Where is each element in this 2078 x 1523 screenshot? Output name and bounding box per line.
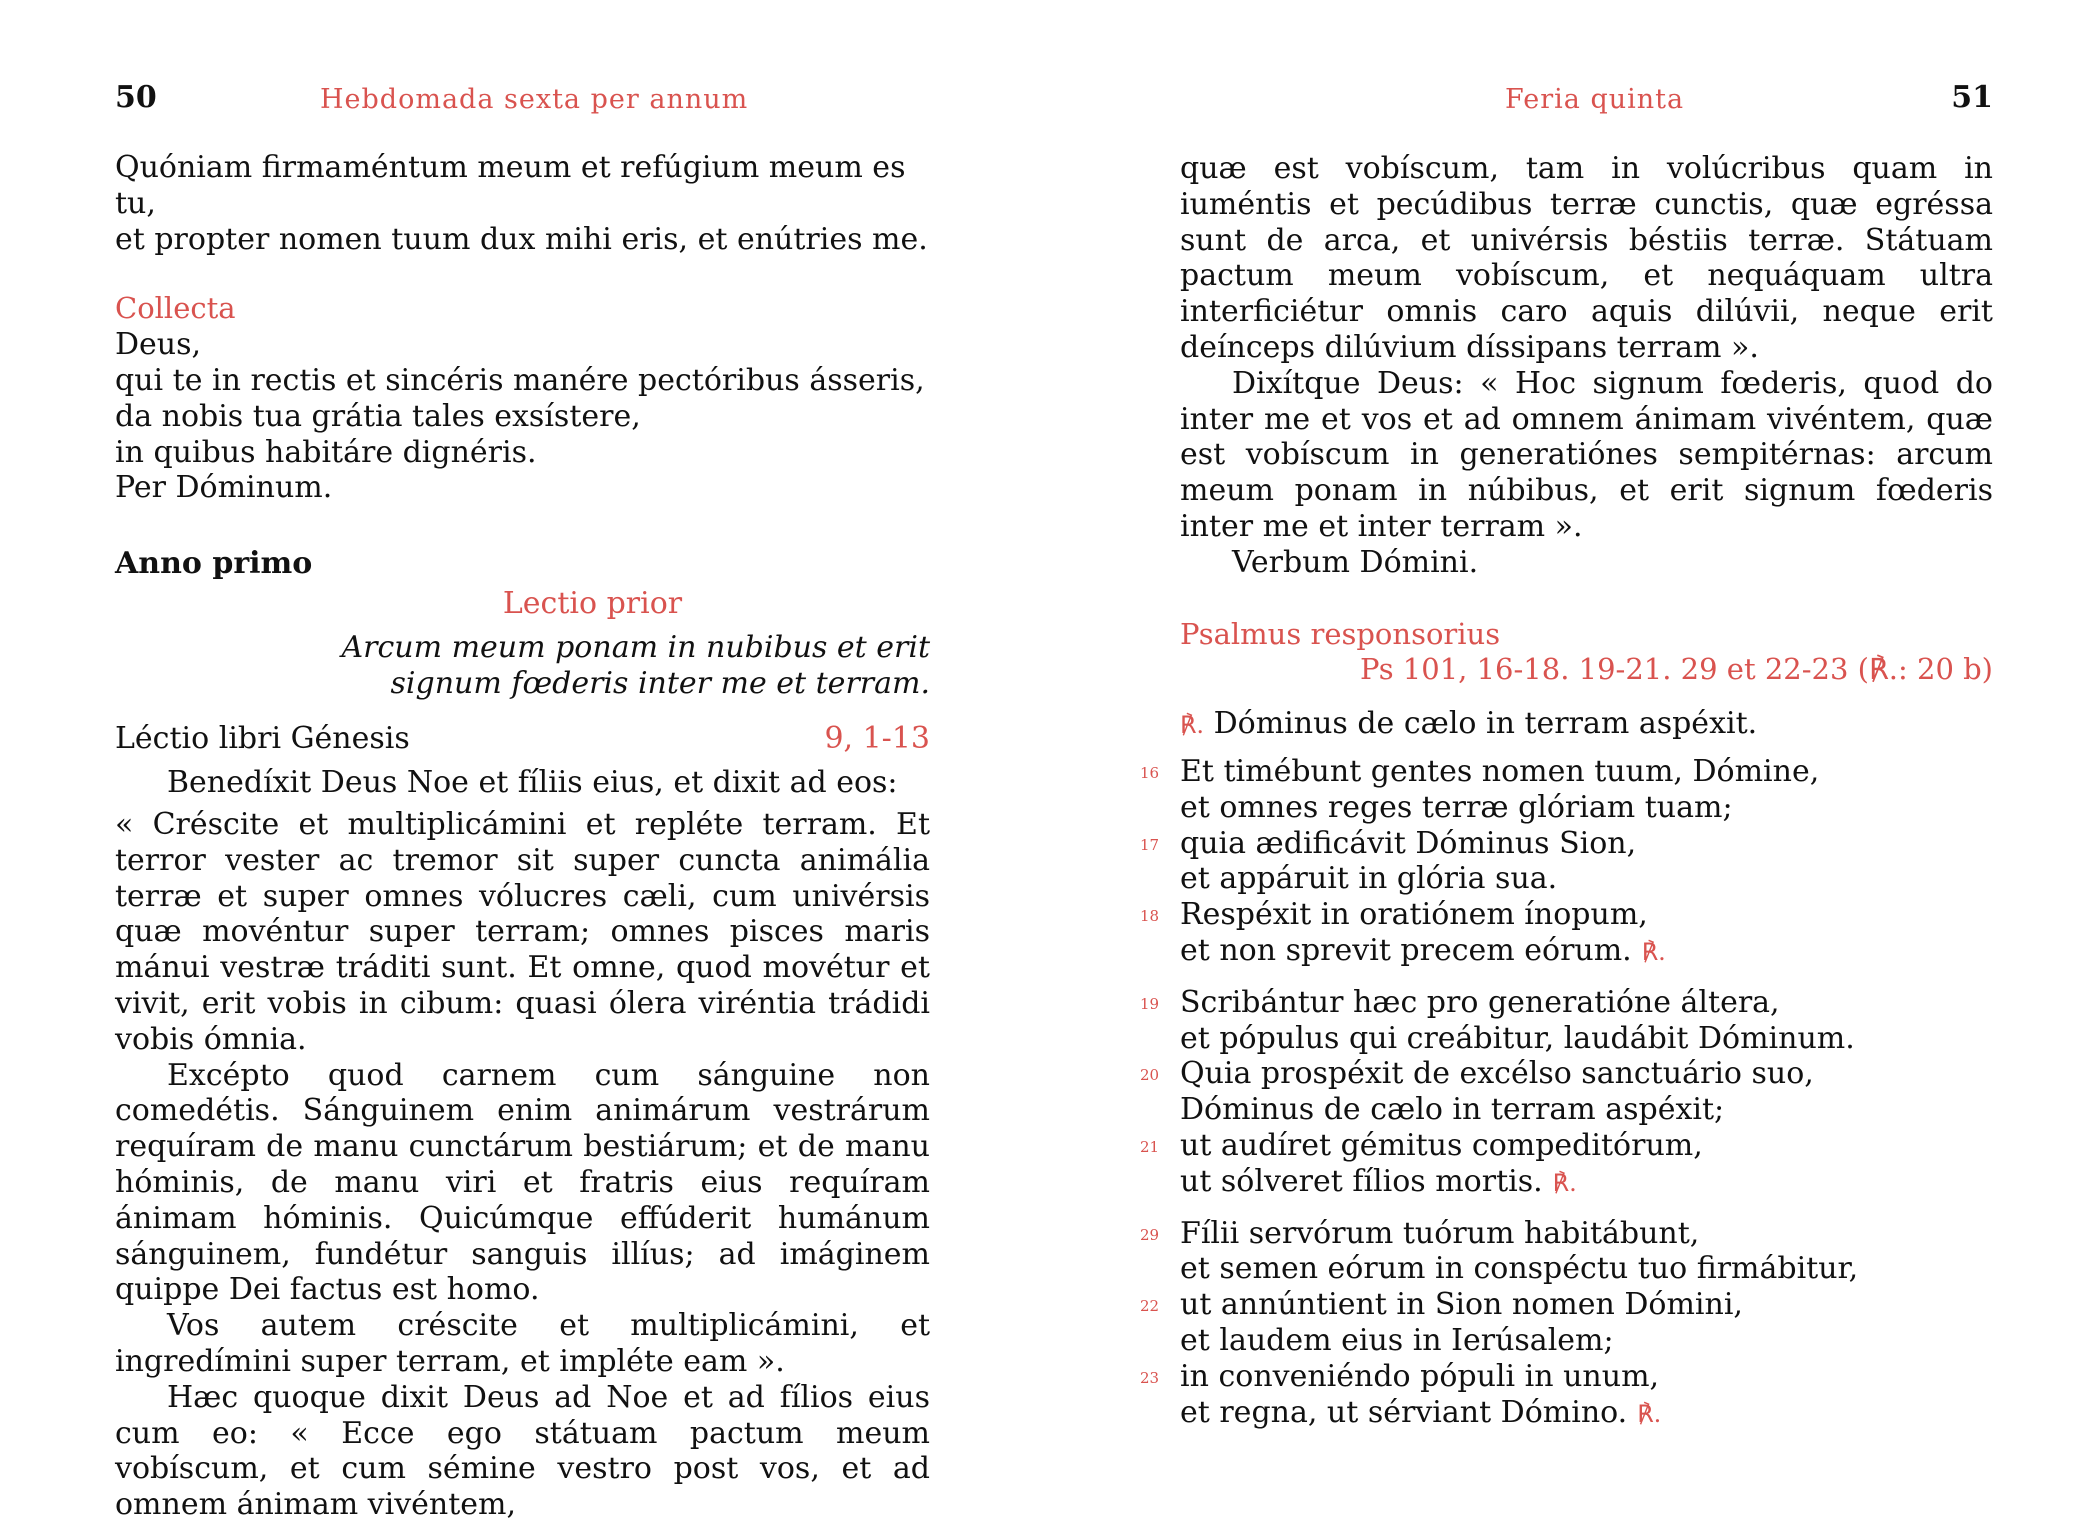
year-heading: Anno primo xyxy=(115,546,313,582)
left-running-head xyxy=(115,0,930,115)
psalm-line xyxy=(1140,753,1993,790)
psalm-line xyxy=(1180,1395,1993,1433)
reading-summary: Arcum meum ponam in nubibus et erit xyxy=(341,629,930,665)
reading-paragraph: Excépto quod carnem cum sánguine non comedétis. Sánguinem enim animárum vestrárum requíram de manu cunctárum bestiárum; et de manu hóminis, de manu viri et fratris eius requíram ánimam hóminis. Quicúmque effúderit humánum sánguinem, fundétur sanguis illíus; ad imáginem quippe Dei factus est homo. xyxy=(115,1057,930,1308)
psalm-line xyxy=(1140,1358,1993,1395)
psalm-line xyxy=(1140,1056,1993,1092)
psalm-line-text: Respéxit in oratiónem ínopum, xyxy=(1180,897,1648,933)
verse-number: 21 xyxy=(1140,1137,1160,1156)
psalm-line xyxy=(1180,861,1993,897)
running-title: Hebdomada sexta per annum xyxy=(320,84,749,115)
psalm-line-text: Et timébunt gentes nomen tuum, Dómine, xyxy=(1180,753,1820,789)
right-page xyxy=(1140,0,1993,1500)
verse-number: 20 xyxy=(1140,1066,1160,1085)
psalm-line-text: Dóminus de cælo in terram aspéxit; xyxy=(1180,1092,1725,1128)
reading-paragraph: quæ est vobíscum, tam in volúcribus quam in iuméntis et pecúdibus terræ cunctis, quæ egréssa sunt de arca, et univérsis béstiis terræ. Státuam pactum meum vobíscum, et nequáquam ultra interficiétur omnis caro aquis dilúvii, neque erit deínceps dilúvium díssipans terram ». xyxy=(1180,151,1993,365)
left-body xyxy=(115,150,930,1523)
psalm-line-text: et appáruit in glória sua. xyxy=(1180,861,1558,897)
reading-title-row xyxy=(115,721,930,757)
reading-paragraph: Benedíxit Deus Noe et fíliis eius, et dixit ad eos: xyxy=(167,765,898,801)
response-symbol: ℟. xyxy=(1552,1168,1577,1197)
psalm-line-text: Quia prospéxit de excélso sanctuário suo, xyxy=(1180,1056,1814,1092)
psalm-line-text: Scribántur hæc pro generatióne áltera, xyxy=(1180,984,1780,1020)
reading-paragraph: Vos autem créscite et multiplicámini, et ingredímini super terram, et impléte eam ». xyxy=(115,1308,930,1379)
psalm-line xyxy=(1180,933,1993,971)
psalm-stanzas xyxy=(1140,753,1993,1432)
reading-conclusion: Verbum Dómini. xyxy=(1232,544,1479,580)
response-symbol: ℟. xyxy=(1637,1399,1662,1428)
verse-number: 19 xyxy=(1140,994,1160,1013)
psalm-stanza xyxy=(1140,984,1993,1202)
psalm-line xyxy=(1140,1215,1993,1252)
response-line xyxy=(1180,706,1993,744)
collecta-line: da nobis tua grátia tales exsístere, xyxy=(115,398,641,434)
response-text: Dóminus de cælo in terram aspéxit. xyxy=(1213,706,1758,742)
collecta-line: Per Dóminum. xyxy=(115,470,333,506)
reading-paragraph: « Créscite et multiplicámini et repléte terram. Et terror vester ac tremor sit super cuncta animália terræ et super omnes vólucres cæli, cum univérsis quæ movéntur super terram; omnes pisces maris mánui vestræ tráditi sunt. Et omne, quod movétur et vivit, erit vobis in cibum: quasi ólera viréntia trádidi vobis ómnia. xyxy=(115,806,930,1057)
psalm-line xyxy=(1180,1323,1993,1359)
psalm-line xyxy=(1140,897,1993,933)
psalm-line-text: et non sprevit precem eórum. xyxy=(1180,932,1632,968)
right-body xyxy=(1140,151,1993,1432)
page-number: 50 xyxy=(115,80,157,115)
psalm-line-text: in conveniéndo pópuli in unum, xyxy=(1180,1358,1660,1394)
psalm-line xyxy=(1180,1164,1993,1202)
verse-number: 29 xyxy=(1140,1225,1160,1244)
psalm-line-text: ut audíret gémitus compeditórum, xyxy=(1180,1127,1703,1163)
response-symbol: ℟. xyxy=(1180,711,1205,740)
psalm-line-text: ut sólveret fílios mortis. xyxy=(1180,1163,1543,1199)
verse-number: 16 xyxy=(1140,763,1160,782)
running-title: Feria quinta xyxy=(1505,84,1685,115)
psalm-reference: Ps 101, 16-18. 19-21. 29 et 22-23 (℟.: 20 b) xyxy=(1359,652,1993,687)
psalm-stanza xyxy=(1140,1215,1993,1433)
verse-number: 23 xyxy=(1140,1368,1160,1387)
lectio-heading: Lectio prior xyxy=(502,585,683,621)
psalm-line xyxy=(1180,1021,1993,1057)
psalm-line xyxy=(1140,825,1993,862)
reading-paragraph: Hæc quoque dixit Deus ad Noe et ad fílios eius cum eo: « Ecce ego státuam pactum meum vobíscum, et cum sémine vestro post vos, et ad omnem ánimam vivéntem, xyxy=(115,1379,930,1523)
psalm-line xyxy=(1140,984,1993,1021)
collecta-line: in quibus habitáre dignéris. xyxy=(115,434,537,470)
psalm-line xyxy=(1140,1127,1993,1164)
collecta-line: qui te in rectis et sincéris manére pectóribus ásseris, xyxy=(115,362,925,398)
psalm-line xyxy=(1180,790,1993,826)
psalm-line-text: ut annúntient in Sion nomen Dómini, xyxy=(1180,1287,1743,1323)
verse-number: 17 xyxy=(1140,835,1160,854)
collecta-line: Deus, xyxy=(115,327,202,363)
psalm-line xyxy=(1180,1251,1993,1287)
psalm-line-text: et regna, ut sérviant Dómino. xyxy=(1180,1394,1628,1430)
psalm-line-text: Fílii servórum tuórum habitábunt, xyxy=(1180,1215,1700,1251)
psalm-heading: Psalmus responsorius xyxy=(1180,616,1501,651)
antiphon-line: Quóniam firmaméntum meum et refúgium meum es tu, xyxy=(115,150,906,221)
psalm-line-text: et omnes reges terræ glóriam tuam; xyxy=(1180,789,1733,825)
reading-reference: 9, 1-13 xyxy=(824,721,930,757)
antiphon-line: et propter nomen tuum dux mihi eris, et enútries me. xyxy=(115,221,928,257)
verse-number: 18 xyxy=(1140,907,1160,926)
psalm-line-text: et pópulus qui creábitur, laudábit Dóminum. xyxy=(1180,1020,1855,1056)
right-running-head xyxy=(1180,0,1993,115)
page-number: 51 xyxy=(1951,80,1993,115)
psalm-line-text: et laudem eius in Ierúsalem; xyxy=(1180,1322,1614,1358)
reading-paragraph: Dixítque Deus: « Hoc signum fœderis, quod do inter me et vos et ad omnem ánimam vivéntem, quæ est vobíscum in generatiónes sempitérnas: arcum meum ponam in núbibus, et erit signum fœderis inter me et inter terram ». xyxy=(1180,365,1993,544)
reading-title: Léctio libri Génesis xyxy=(115,721,410,757)
verse-number: 22 xyxy=(1140,1297,1160,1316)
psalm-line xyxy=(1140,1287,1993,1323)
reading-summary: signum fœderis inter me et terram. xyxy=(390,665,930,701)
left-page xyxy=(115,0,930,1523)
psalm-stanza xyxy=(1140,753,1993,971)
collecta-heading: Collecta xyxy=(115,291,236,326)
psalm-line-text: et semen eórum in conspéctu tuo firmábitur, xyxy=(1180,1251,1859,1287)
response-symbol: ℟. xyxy=(1641,937,1666,966)
psalm-line xyxy=(1180,1092,1993,1128)
psalm-line-text: quia ædificávit Dóminus Sion, xyxy=(1180,825,1637,861)
